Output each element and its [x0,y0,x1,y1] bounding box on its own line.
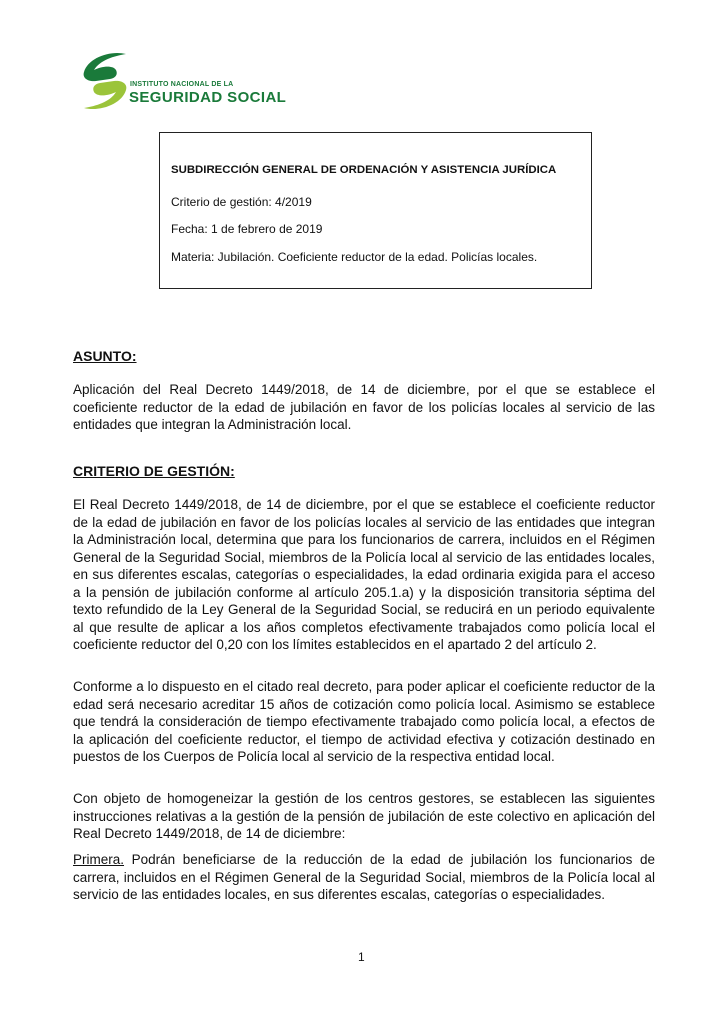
primera-label: Primera. [73,852,125,867]
asunto-heading: ASUNTO: [73,348,137,364]
asunto-text: Aplicación del Real Decreto 1449/2018, de 14 de diciembre, por el que se establece el coeficiente reductor de la edad de jubilación en favor de los policías locales al servicio de las entidades que integran la Administración local. [73,382,655,432]
criterio-heading: CRITERIO DE GESTIÓN: [73,463,235,479]
primera-text: Podrán beneficiarse de la reducción de la edad de jubilación los funcionarios de carrera, incluidos en el Régimen General de la Seguridad Social, miembros de la Policía local al servicio de las entidades locales, en sus diferentes escalas, categorías o especialidades. [73,852,655,902]
seguridad-social-logo [80,48,300,114]
header-title: SUBDIRECCIÓN GENERAL DE ORDENACIÓN Y ASISTENCIA JURÍDICA [171,164,557,176]
header-criterio: Criterio de gestión: 4/2019 [171,195,312,209]
logo-line-2: SEGURIDAD SOCIAL [129,89,287,106]
criterio-paragraph-4 [73,851,655,904]
header-box [159,132,592,289]
criterio-paragraph-1: El Real Decreto 1449/2018, de 14 de diciembre, por el que se establece el coeficiente reductor de la edad de jubilación en favor de los policías locales al servicio de las entidades que integran la Administración local, determina que para los funcionarios de carrera, incluidos en el Régimen General de la Seguridad Social, miembros de la Policía local al servicio de las entidades locales, en sus diferentes escalas, categorías o especialidades, la edad ordinaria exigida para el acceso a la pensión de jubilación conforme al artículo 205.1.a) y la disposición transitoria séptima del texto refundido de la Ley General de la Seguridad Social, se reducirá en un periodo equivalente al que resulte de aplicar a los años completos efectivamente trabajados como policía local el coeficiente reductor del 0,20 con los límites establecidos en el apartado 2 del artículo 2. [73,497,655,652]
header-materia: Materia: Jubilación. Coeficiente reductor de la edad. Policías locales. [171,250,538,264]
criterio-paragraph-3: Con objeto de homogeneizar la gestión de los centros gestores, se establecen las siguientes instrucciones relativas a la gestión de la pensión de jubilación de este colectivo en aplicación del Real Decreto 1449/2018, de 14 de diciembre: [73,791,655,841]
page-number: 1 [358,950,365,964]
logo-s-emblem-icon [80,48,130,114]
header-fecha: Fecha: 1 de febrero de 2019 [171,222,323,236]
logo-line-1: INSTITUTO NACIONAL DE LA [130,81,234,88]
criterio-paragraph-2: Conforme a lo dispuesto en el citado real decreto, para poder aplicar el coeficiente reductor de la edad será necesario acreditar 15 años de cotización como policía local. Asimismo se establece que tendrá la consideración de tiempo efectivamente trabajado como policía local, a efectos de la aplicación del coeficiente reductor, el tiempo de actividad efectiva y cotización destinado en puestos de los Cuerpos de Policía local al servicio de la respectiva entidad local. [73,679,655,764]
